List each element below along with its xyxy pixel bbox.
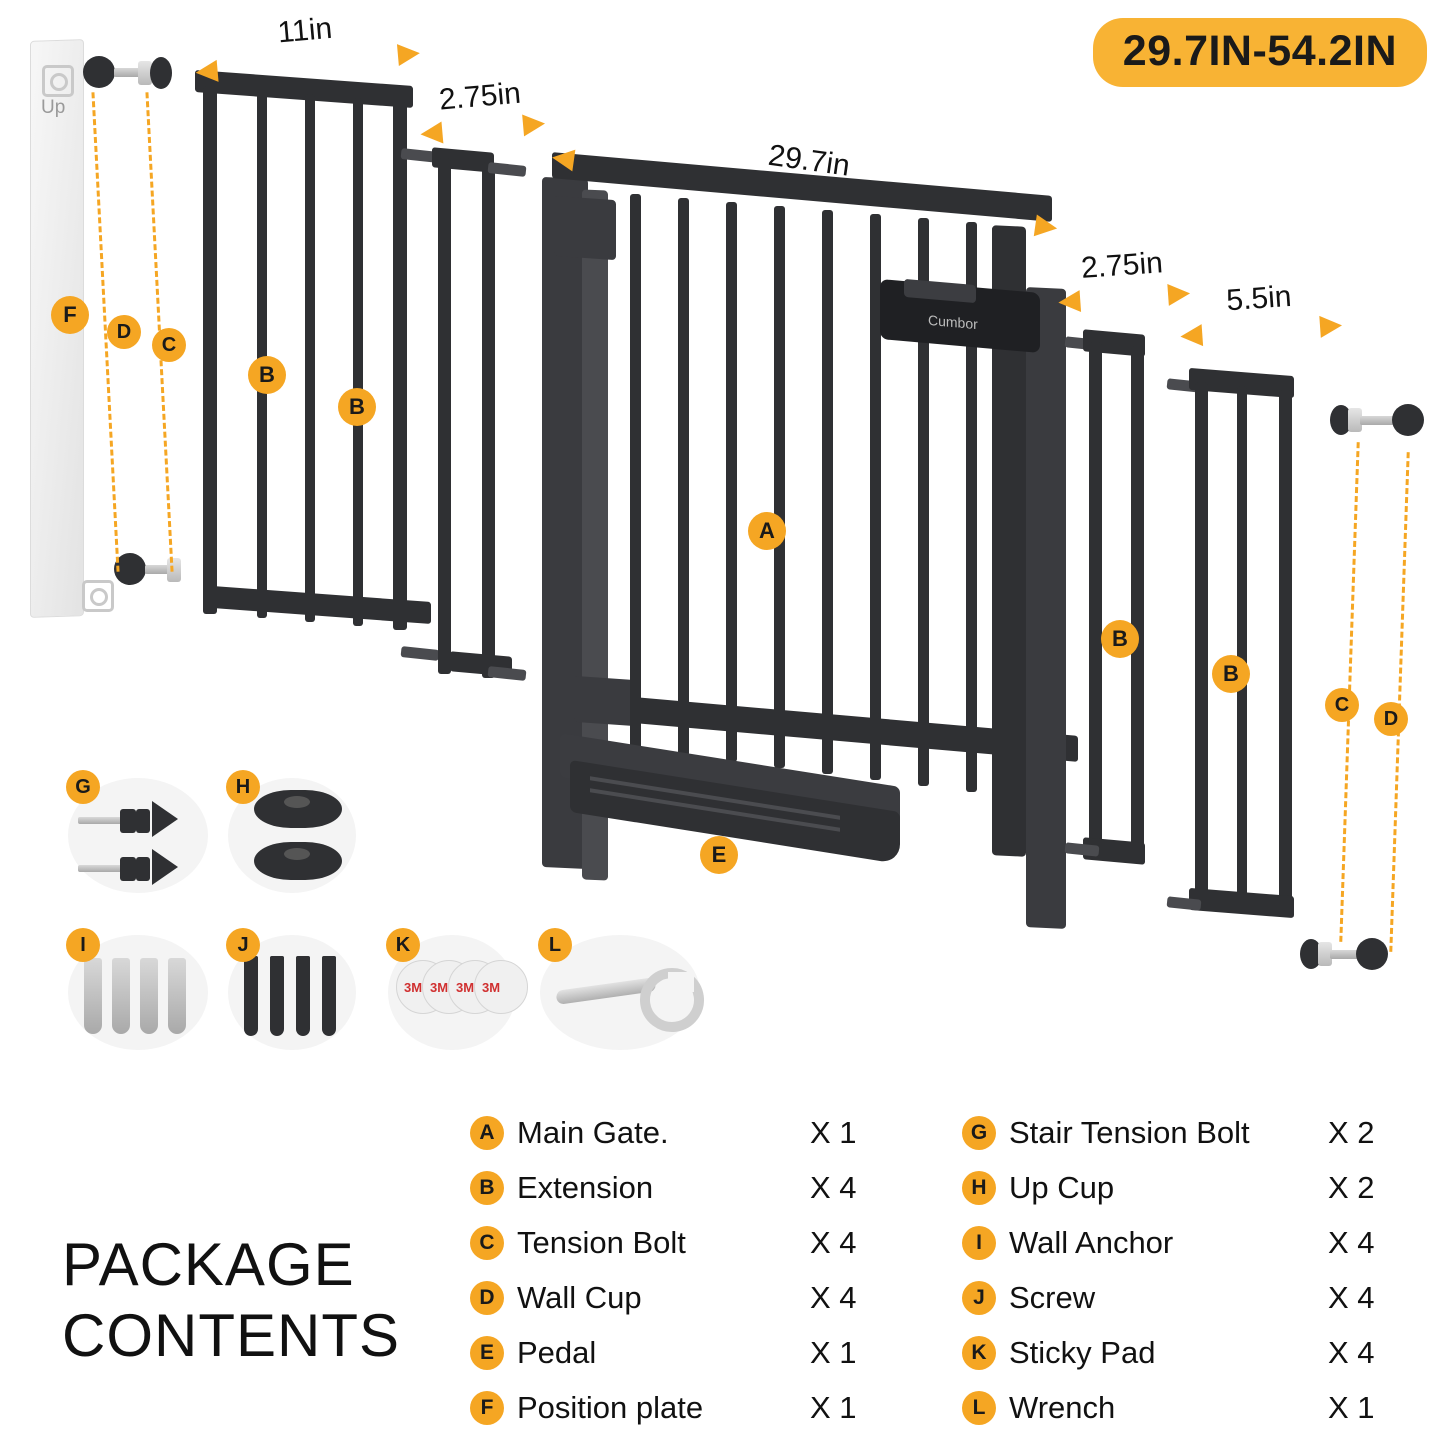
legend-item [962,1215,1422,1270]
legend-item [962,1105,1422,1160]
sticky-pad-label-1: 3M [404,980,423,995]
dim-275-right-label: 2.75in [1080,246,1164,285]
dim-55 [1200,279,1322,333]
package-title-line2: CONTENTS [62,1301,400,1369]
legend-item [962,1380,1422,1435]
callout-d-right: D [1374,702,1408,736]
legend-qty: X 4 [810,1224,857,1260]
extension-panel-right-narrow [1065,332,1155,892]
legend-name: Wall Cup [517,1279,642,1315]
legend-item [962,1160,1422,1215]
legend-letter: C [470,1226,504,1260]
callout-j: J [226,928,260,962]
plate-hole-top-icon [42,65,74,97]
legend-qty: X 2 [1328,1114,1375,1150]
package-title [62,1230,400,1372]
legend-qty: X 4 [1328,1279,1375,1315]
callout-e: E [700,836,738,874]
legend-letter: D [470,1281,504,1315]
legend-qty: X 4 [1328,1224,1375,1260]
legend-name: Wrench [1009,1389,1116,1425]
legend-name: Tension Bolt [517,1224,686,1260]
legend-name: Sticky Pad [1009,1334,1156,1370]
legend-item [470,1270,890,1325]
legend-letter: H [962,1171,996,1205]
callout-b-2: B [338,388,376,426]
legend-item [470,1105,890,1160]
callout-a: A [748,512,786,550]
legend-name: Screw [1009,1279,1096,1315]
legend-qty: X 1 [810,1389,857,1425]
legend-letter: F [470,1391,504,1425]
legend-item [470,1325,890,1380]
package-title-line1: PACKAGE [62,1231,355,1298]
legend-column-left [470,1105,890,1435]
callout-d-left: D [107,315,141,349]
callout-b-3: B [1101,620,1139,658]
legend-qty: X 1 [810,1114,857,1150]
legend-name: Position plate [517,1389,704,1425]
legend-qty: X 1 [810,1334,857,1370]
legend-item [962,1270,1422,1325]
sticky-pad-label-2: 3M [430,980,449,995]
callout-h: H [226,770,260,804]
dim-275-left-label: 2.75in [437,76,523,117]
legend-name: Main Gate. [517,1114,669,1150]
legend-letter: E [470,1336,504,1370]
legend-qty: X 2 [1328,1169,1375,1205]
legend-item [962,1325,1422,1380]
stair-tension-bolt-parts [78,795,208,895]
callout-c-left: C [152,328,186,362]
extension-panel-left-wide [195,78,425,658]
legend-letter: K [962,1336,996,1370]
brand-logo-text: Cumbor [928,311,978,333]
legend-item [470,1380,890,1435]
callout-i: I [66,928,100,962]
dim-11in [215,11,399,68]
dim-297-label: 29.7in [766,138,852,183]
dim-55-label: 5.5in [1225,279,1293,318]
legend-qty: X 4 [1328,1334,1375,1370]
callout-c-right: C [1325,688,1359,722]
callout-g: G [66,770,100,804]
sticky-pad-label-3: 3M [456,980,475,995]
legend-name: Wall Anchor [1009,1224,1174,1260]
legend-name: Pedal [517,1334,597,1370]
callout-f: F [51,296,89,334]
legend-letter: I [962,1226,996,1260]
legend-qty: X 4 [810,1169,857,1205]
legend-letter: J [962,1281,996,1315]
plate-up-label: Up [41,97,66,118]
pedal [560,760,940,910]
legend-letter: A [470,1116,504,1150]
dim-275-right [1078,246,1170,298]
legend-letter: G [962,1116,996,1150]
dim-275-left [437,76,525,129]
callout-b-4: B [1212,655,1250,693]
legend-letter: B [470,1171,504,1205]
legend-qty: X 1 [1328,1389,1375,1425]
legend-name: Stair Tension Bolt [1009,1114,1250,1150]
sticky-pad-label-4: 3M [482,980,501,995]
dim-11in-label: 11in [276,11,334,50]
extension-panel-left-narrow [432,150,512,710]
callout-b-1: B [248,356,286,394]
legend-item [470,1215,890,1270]
gate-latch [880,278,1060,356]
legend-item [470,1160,890,1215]
legend-qty: X 4 [810,1279,857,1315]
callout-l: L [538,928,572,962]
callout-k: K [386,928,420,962]
plate-hole-bottom-icon [82,580,114,612]
legend-name: Up Cup [1009,1169,1115,1205]
legend-column-right [962,1105,1422,1435]
legend-letter: L [962,1391,996,1425]
legend-name: Extension [517,1169,654,1205]
size-range-badge: 29.7IN-54.2IN [1093,18,1427,87]
